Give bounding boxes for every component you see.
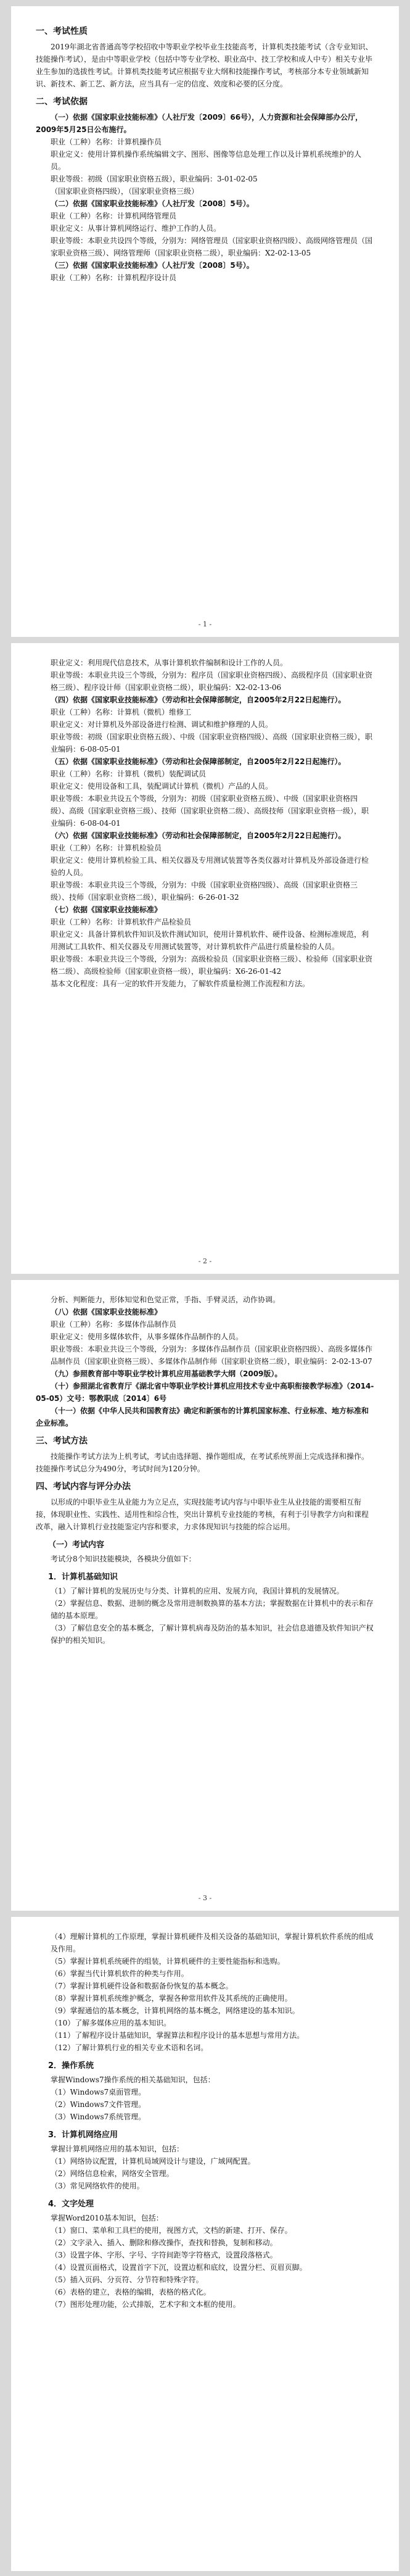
list-line: 掌握计算机网络应用的基本知识，包括：: [51, 2145, 184, 2153]
subsection-heading: 2．操作系统: [48, 2061, 94, 2071]
page-number: - 2 -: [198, 1257, 212, 1265]
list-line: （5）掌握计算机系统硬件的组装，计算机硬件的主要性能指标和选购。: [51, 1957, 285, 1966]
list-line: （2）掌握信息、数据、进制的概念及常用进制数换算的基本方法；掌握数据在计算机中的表示和存储的基本原理。: [51, 1599, 374, 1620]
list-line: （1）窗口、菜单和工具栏的使用，视图方式，文档的新建、打开、保存。: [51, 2226, 292, 2235]
bold-paragraph: （一）依据《国家职业技能标准》（人社厅发〔2009〕66号），人力资源和社会保障部办公厅，2009年5月25日公布施行。: [36, 113, 363, 134]
list-line: （2）网络信息检索，网络安全管理。: [51, 2169, 174, 2178]
subsection-heading: （一）考试内容: [48, 1540, 105, 1550]
list-line: （4）理解计算机的工作原理，掌握计算机硬件及相关设备的基础知识，掌握计算机软件系统的组成及作用。: [51, 1932, 374, 1953]
bold-paragraph: （六）依据《国家职业技能标准》（劳动和社会保障部制定，自2005年2月22日起施行）。: [51, 831, 346, 840]
list-line: （2）Windows7文件管理。: [51, 2100, 146, 2109]
list-line: （10）了解多媒体应用的基本知识。: [51, 2019, 171, 2027]
list-line: 职业定义：对计算机及外部设备进行检测、调试和维护修理的人员。: [51, 720, 273, 729]
list-line: 基本文化程度：具有一定的软件开发能力，了解软件质量检测工作流程和方法。: [51, 979, 310, 988]
list-line: （7）图形处理功能，公式排版，艺术字和文本框的使用。: [51, 2300, 240, 2309]
bold-paragraph: （二）依据《国家职业技能标准》（人社厅发〔2008〕5号）。: [51, 199, 254, 208]
list-line: 职业（工种）名称：多媒体作品制作员: [51, 1320, 177, 1329]
bold-paragraph: （四）依据《国家职业技能标准》（劳动和社会保障部制定，自2005年2月22日起施行）。: [51, 696, 346, 704]
subsection-heading: 4．文字处理: [48, 2200, 94, 2209]
list-line: （2）文字录入、插入、删除和修改操作，查找和替换，复制和移动。: [51, 2238, 277, 2247]
list-line: （7）掌握计算机硬件设备和数据备份恢复的基本概念。: [51, 1982, 233, 1990]
list-line: （6）掌握当代计算机软件的种类与作用。: [51, 1969, 189, 1978]
list-line: 职业定义：具备计算机软件知识及软件测试知识，使用计算机软件、硬件设备、检测标准规范，利用测试工具软件、相关仪器及专用测试装置等，对计算机软件产品进行质量检验的人员。: [51, 930, 369, 951]
document-page: [11, 6, 399, 637]
list-line: 职业等级：初级（国家职业资格五级），职业编码：3-01-02-05: [51, 175, 258, 183]
list-line: （3）设置字体、字形、字号、字符间距等字符格式，设置段落格式。: [51, 2251, 277, 2259]
list-line: 掌握Windows7操作系统的相关基础知识，包括：: [51, 2075, 215, 2084]
list-line: （1）了解计算机的发展历史与分类、计算机的应用、发展方向，我国计算机的发展情况。: [51, 1587, 344, 1595]
subsection-heading: 3．计算机网络应用: [48, 2130, 118, 2140]
list-line: 职业等级：本职业共设四个等级，分别为：网络管理员（国家职业资格四级）、高级网络管理员（国家职业资格三级）、网络管理师（国家职业资格二级），职业编码：X2-02-13-05: [51, 236, 373, 257]
list-line: （3）Windows7系统管理。: [51, 2113, 146, 2121]
list-line: 职业定义：使用多媒体软件，从事多媒体作品制作的人员。: [51, 1332, 244, 1341]
paragraph: 技能操作考试方法为上机考试，考试由选择题、操作题组成，在考试系统界面上完成选择和操作。技能操作考试总分为490分，考试时间为120分钟。: [36, 1452, 369, 1473]
section-heading: 四、考试内容与评分办法: [36, 1482, 131, 1492]
paragraph: 考试分8个知识技能模块，各模块分值如下：: [51, 1555, 196, 1563]
list-line: 职业（工种）名称：计算机检验员: [51, 844, 162, 852]
list-line: 职业等级：本职业共设三个等级，分别为：高级检验员（国家职业资格三级）、检验师（国家职业资格二级）、高级检验师（国家职业资格一级），职业编码：X6-26-01-42: [51, 955, 373, 976]
bold-paragraph: （七）依据《国家职业技能标准》: [51, 905, 162, 914]
list-line: （1）网络协议配置，计算机局域网设计与建设，广域网配置。: [51, 2157, 255, 2166]
list-line: （1）Windows7桌面管理。: [51, 2088, 146, 2096]
list-line: （12）了解计算机行业的相关专业术语和名词。: [51, 2043, 208, 2052]
list-line: （国家职业资格四级），（国家职业资格三级）: [51, 187, 199, 196]
list-line: （11）了解程序设计基础知识，掌握算法和程序设计的基本思想与常用方法。: [51, 2031, 305, 2040]
list-line: 职业等级：初级（国家职业资格五级）、中级（国家职业资格四级）、高级（国家职业资格三级），职业编码：6-08-05-01: [51, 733, 373, 754]
section-heading: 一、考试性质: [36, 27, 88, 36]
page-number: - 1 -: [198, 620, 212, 628]
list-line: 职业（工种）名称：计算机（微机）维修工: [51, 708, 192, 717]
list-line: 职业（工种）名称：计算机程序设计员: [51, 273, 177, 282]
bold-paragraph: （三）依据《国家职业技能标准》（人社厅发〔2008〕5号）。: [51, 261, 254, 270]
list-line: 职业（工种）名称：计算机（微机）装配调试员: [51, 770, 207, 778]
document-page: [11, 643, 399, 1274]
section-heading: 三、考试方法: [36, 1436, 88, 1446]
list-line: 职业定义：使用设备和工具，装配调试计算机（微机）产品的人员。: [51, 782, 273, 791]
document-page: [11, 1917, 399, 2571]
section-heading: 二、考试依据: [36, 97, 88, 107]
list-line: 职业等级：本职业共设三个等级，分别为：多媒体作品制作员（国家职业资格四级）、高级多媒体作品制作员（国家职业资格三级）、多媒体作品制作师（国家职业资格二级），职业编码：2-02-13-07: [51, 1345, 373, 1366]
page-number: - 3 -: [198, 1894, 212, 1902]
list-line: 职业定义：使用计算机检验工具、相关仪器及专用测试装置等各类仪器对计算机及外部设备进行检验的人员。: [51, 856, 369, 877]
subsection-heading: 1．计算机基础知识: [48, 1573, 118, 1582]
list-line: 职业（工种）名称：计算机软件产品检验员: [51, 918, 192, 926]
document-page: [11, 1280, 399, 1911]
bold-paragraph: （五）依据《国家职业技能标准》（劳动和社会保障部制定，自2005年2月22日起施行）。: [51, 757, 346, 766]
list-line: （6）表格的建立，表格的编辑，表格的格式化。: [51, 2288, 211, 2296]
list-line: （3）常见网络软件的使用。: [51, 2182, 144, 2190]
bold-paragraph: （十）参照湖北省教育厅《湖北省中等职业学校计算机应用技术专业中高职衔接教学标准》（2014-05-05）文号：鄂教职成〔2014〕6号: [36, 1382, 374, 1403]
list-line: 职业等级：本职业共设五个等级，分别为：初级（国家职业资格五级）、中级（国家职业资格四级）、高级（国家职业资格三级）、技师（国家职业资格二级）、高级技师（国家职业资格一级），职业编码：6-08-04-01: [51, 794, 369, 828]
list-line: 职业（工种）名称：计算机操作员: [51, 138, 162, 146]
list-line: 职业定义：从事计算机网络运行、维护工作的人员。: [51, 224, 221, 233]
bold-paragraph: （十一）依据《中华人民共和国教育法》确定和新颁布的计算机国家标准、行业标准、地方标准和企业标准。: [36, 1406, 369, 1427]
paragraph: 以形成的中职毕业生从业能力为立足点，实现技能考试内容与中职毕业生从业技能的需要相互衔接，体现职业性、实践性、适用性和综合性，突出计算机专业技能的考核，有利于引导教学方向和课程改革，融入计算机行业技能鉴定内容和要求，力求体现知识与技能的综合运用。: [36, 1498, 369, 1531]
list-line: （4）设置页面格式，设置首字下沉，设置边框和底纹，设置分栏、页眉页脚。: [51, 2263, 307, 2272]
list-line: 职业定义：利用现代信息技术，从事计算机软件编制和设计工作的人员。: [51, 659, 288, 667]
list-line: 职业等级：本职业共设三个等级，分别为：中级（国家职业资格四级）、高级（国家职业资格三级）、技师（国家职业资格二级），职业编码：6-26-01-32: [51, 881, 358, 902]
bold-paragraph: （八）依据《国家职业技能标准》: [51, 1308, 162, 1316]
list-line: 职业等级：本职业共设三个等级，分别为：程序员（国家职业资格四级）、高级程序员（国家职业资格三级）、程序设计师（国家职业资格二级），职业编码：X2-02-13-06: [51, 671, 373, 692]
list-line: （5）插入页码、分页符、分节符和特殊字符。: [51, 2275, 203, 2284]
list-line: （3）了解信息安全的基本概念，了解计算机病毒及防治的基本知识，社会信息道德及软件知识产权保护的相关知识。: [51, 1624, 374, 1645]
paragraph: 2019年湖北省普通高等学校招收中等职业学校毕业生技能高考，计算机类技能考试（含专业知识、技能操作考试），是由中等职业学校（包括中等专业学校、职业高中、技工学校和成人中专）相关专业毕业生参加的选拔性考试。计算机类技能考试应根据专业大纲和技能操作考试，考核部分本专业领域新知识、新技术、新工艺、新方法，应当具有一定的信度、效度和必要的区分度。: [36, 43, 373, 88]
list-line: 分析、判断能力，形体知觉和色觉正常，手指、手臂灵活，动作协调。: [51, 1295, 281, 1304]
list-line: 职业定义：使用计算机操作系统编辑文字、图形、图像等信息处理工作以及计算机系统维护的人员。: [51, 150, 362, 171]
list-line: 职业（工种）名称：计算机网络管理员: [51, 212, 177, 220]
list-line: 掌握Word2010基本知识，包括：: [51, 2214, 163, 2222]
list-line: （9）掌握通信的基本概念，计算机网络的基本概念，网络建设的基本知识。: [51, 2006, 300, 2015]
list-line: （8）掌握计算机系统维护概念，掌握各种常用软件及其系统的正确使用。: [51, 1994, 292, 2003]
bold-paragraph: （九）参照教育部中等职业学校计算机应用基础教学大纲（2009版）。: [51, 1369, 282, 1378]
